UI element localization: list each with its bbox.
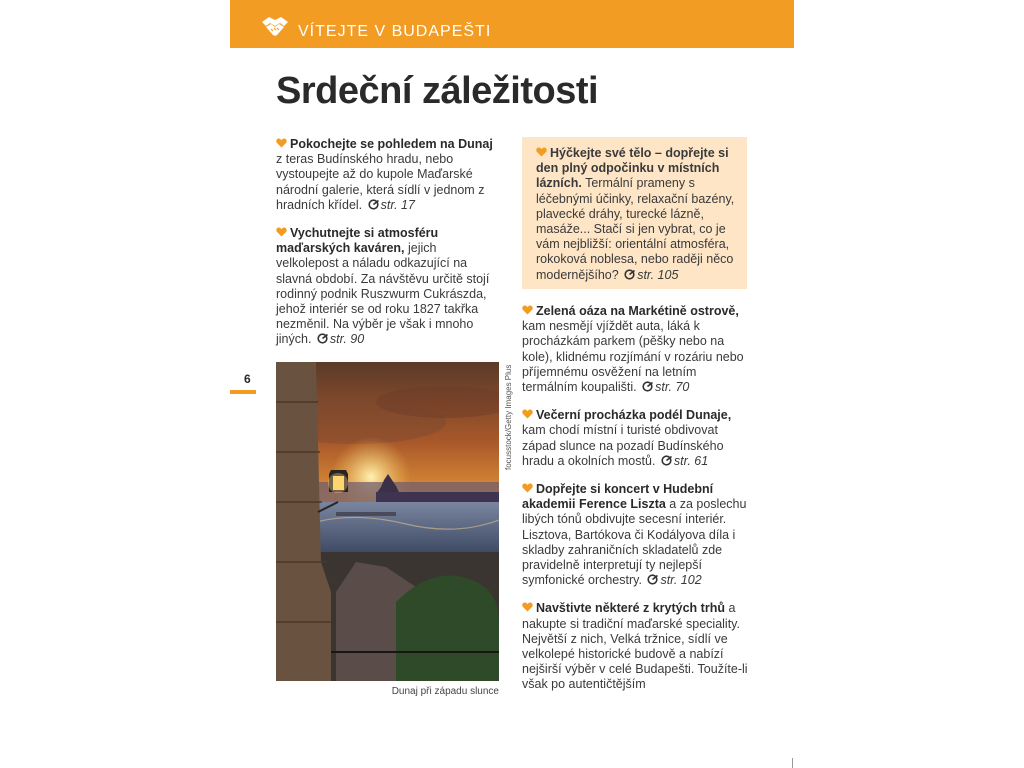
item-text: kam chodí místní i turisté obdivovat západ slunce na pozadí Budínského hradu a okolních mostů.: [522, 423, 724, 468]
item-text: a za poslechu libých tónů obdivujte secesní interiér. Lisztova, Bartókova či Kodályova díla i skladby zahraničních skladatelů zde pravidelně interpretují ty nejlepší symfonické orchestry.: [522, 497, 747, 588]
list-item: [276, 137, 500, 213]
photo-caption: Dunaj při západu slunce: [391, 686, 499, 697]
heart-icon: [536, 147, 547, 157]
page-reference-icon: [647, 574, 658, 585]
page-reference-icon: [661, 455, 672, 466]
heart-icon: [276, 138, 287, 148]
item-heading: Navštivte některé z krytých trhů: [536, 601, 725, 616]
item-text: z teras Budínského hradu, nebo vystoupejte až do kupole Maďarské národní galerie, která sídlí v jednom z hradních křídel.: [276, 152, 485, 212]
page-reference[interactable]: str. 90: [329, 332, 365, 347]
heart-icon: [522, 602, 533, 612]
item-heading: Dopřejte si koncert v Hudební akademii Ference Liszta: [522, 482, 714, 512]
handshake-icon: [260, 14, 290, 38]
page-number-marker: [230, 390, 256, 394]
highlight-box: [522, 137, 747, 289]
item-text: a nakupte si tradiční maďarské speciality. Největší z nich, Velká tržnice, sídlí ve velkolepé historické budově a nabízí nejširší výběr v celé Budapešti. Toužíte-li však po autentičtějším: [522, 601, 748, 692]
item-heading: Vychutnejte si atmosféru maďarských kaváren,: [276, 226, 439, 256]
page-reference-icon: [624, 269, 635, 280]
page-reference[interactable]: str. 61: [673, 453, 709, 468]
page-reference[interactable]: str. 70: [655, 380, 690, 395]
item-heading: Zelená oáza na Markétině ostrově,: [536, 304, 739, 318]
page-number: 6: [244, 372, 251, 386]
list-item: [522, 304, 750, 395]
page-reference[interactable]: str. 17: [380, 197, 415, 212]
danube-sunset-photo: [276, 362, 499, 681]
list-item: [522, 601, 750, 692]
heart-icon: [522, 483, 533, 493]
item-text: Termální prameny s léčebnými účinky, relaxační bazény, plavecké dráhy, turecké lázně, masáže... Stačí si jen vybrat, co je vám nejbližší: orientální atmosféra, rokoková noblesa, nebo raději něco modernějšího?: [536, 176, 735, 282]
item-heading: Pokochejte se pohledem na Dunaj: [290, 137, 493, 151]
chapter-title: VÍTEJTE V BUDAPEŠTI: [298, 23, 492, 40]
list-item: [522, 482, 750, 588]
list-item: [276, 226, 500, 348]
item-heading: Večerní procházka podél Dunaje,: [536, 408, 732, 423]
page-reference[interactable]: str. 102: [660, 573, 702, 588]
item-heading: Hýčkejte své tělo – dopřejte si den plný odpočinku v místních lázních.: [536, 146, 729, 191]
item-text: jejich velkolepost a náladu odkazující na slavná období. Za návštěvu určitě stojí rodinný podnik Ruszwurm Cukrászda, jehož interiér se od roku 1827 takřka nezměnil. Na výběr je však i mnoho jiných.: [276, 241, 490, 347]
page-reference[interactable]: str. 105: [637, 267, 679, 282]
photo-credit: [504, 362, 514, 470]
page-reference-icon: [317, 333, 328, 344]
page-title: Srdeční záležitosti: [276, 70, 599, 112]
heart-icon: [276, 227, 287, 237]
page-edge-mark: [792, 758, 793, 768]
photo-credit-text: focusstock/Getty Images Plus: [504, 364, 513, 470]
heart-icon: [522, 305, 533, 315]
page-reference-icon: [642, 381, 653, 392]
heart-icon: [522, 409, 533, 419]
chapter-header-band: [230, 0, 794, 48]
page-reference-icon: [368, 199, 379, 210]
right-column: [522, 304, 750, 706]
item-text: kam nesmějí vjíždět auta, láká k procházkám parkem (pěšky nebo na kole), klidnému rozjímání v rozáriu nebo příjemnému osvěžení na letním termálním koupališti.: [522, 319, 744, 395]
left-column: [276, 137, 500, 361]
list-item: [522, 408, 750, 469]
